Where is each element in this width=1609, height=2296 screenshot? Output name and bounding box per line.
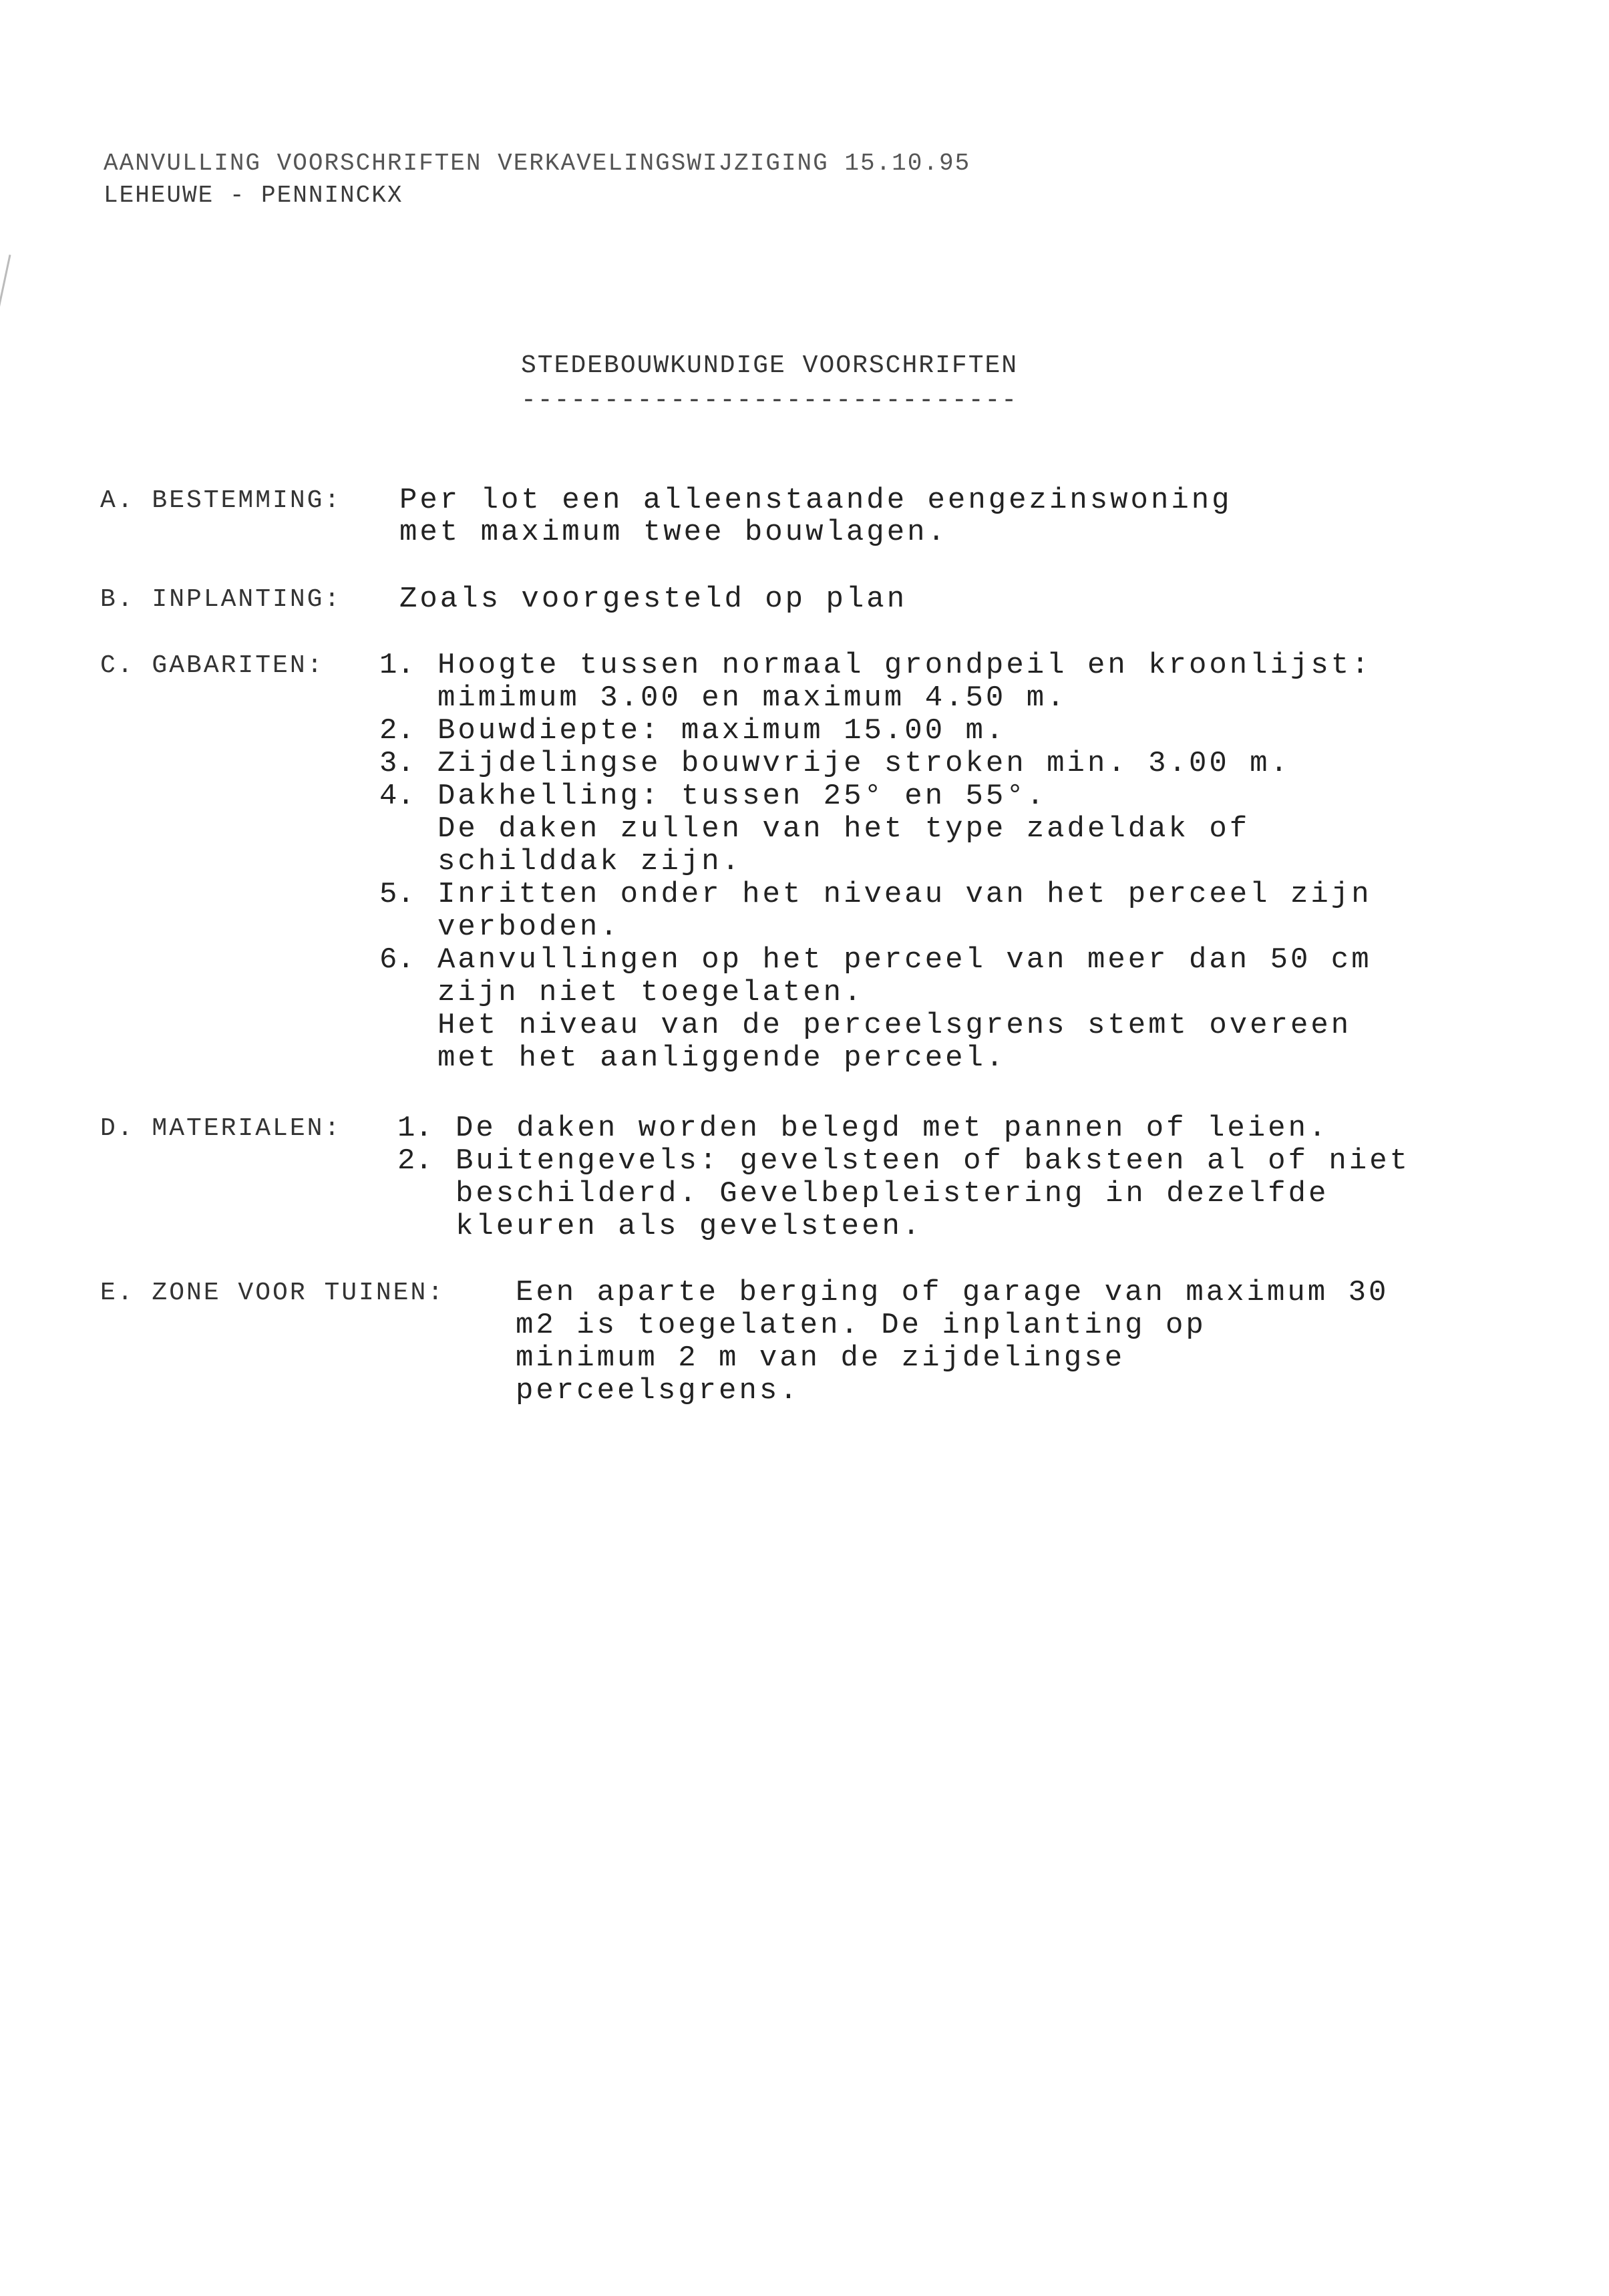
section-c-line: Inritten onder het niveau van het perceel zijn: [437, 878, 1372, 911]
section-c-item-number: 2.: [379, 714, 415, 748]
section-c-label: C. GABARITEN:: [100, 651, 325, 680]
section-a-line: met maximum twee bouwlagen.: [399, 516, 948, 549]
section-c-line: Zijdelingse bouwvrije stroken min. 3.00 m.: [437, 747, 1290, 780]
section-c-line: De daken zullen van het type zadeldak of: [437, 812, 1250, 846]
section-d-line: kleuren als gevelsteen.: [456, 1210, 923, 1243]
section-d-line: beschilderd. Gevelbepleistering in dezelfde: [456, 1177, 1329, 1210]
section-a-line: Per lot een alleenstaande eengezinswoning: [399, 484, 1232, 517]
section-d-line: Buitengevels: gevelsteen of baksteen al of niet: [456, 1144, 1411, 1178]
section-e-line: minimum 2 m van de zijdelingse: [516, 1341, 1125, 1375]
section-c-line: verboden.: [437, 911, 620, 944]
section-c-line: met het aanliggende perceel.: [437, 1041, 1007, 1075]
section-c-item-number: 6.: [379, 943, 415, 977]
section-c-line: Bouwdiepte: maximum 15.00 m.: [437, 714, 1007, 748]
section-e-label: E. ZONE VOOR TUINEN:: [100, 1279, 445, 1307]
section-b-line: Zoals voorgesteld op plan: [399, 583, 908, 616]
section-d-label: D. MATERIALEN:: [100, 1114, 342, 1143]
section-d-item-number: 2.: [397, 1144, 433, 1178]
section-e-line: Een aparte berging of garage van maximum 30: [516, 1276, 1389, 1309]
section-c-item-number: 3.: [379, 747, 415, 780]
section-a-label: A. BESTEMMING:: [100, 486, 342, 515]
section-d-item-number: 1.: [397, 1112, 433, 1145]
section-c-line: schilddak zijn.: [437, 845, 743, 878]
section-b-label: B. INPLANTING:: [100, 585, 342, 614]
document-title: STEDEBOUWKUNDIGE VOORSCHRIFTEN: [521, 351, 1019, 380]
section-e-line: m2 is toegelaten. De inplanting op: [516, 1309, 1206, 1342]
section-c-item-number: 1.: [379, 649, 415, 682]
section-c-line: Aanvullingen op het perceel van meer dan 50 cm: [437, 943, 1372, 977]
section-c-item-number: 4.: [379, 780, 415, 813]
section-c-line: mimimum 3.00 en maximum 4.50 m.: [437, 681, 1067, 715]
section-c-line: zijn niet toegelaten.: [437, 976, 864, 1009]
scan-mark: [0, 255, 11, 340]
header-line-1: AANVULLING VOORSCHRIFTEN VERKAVELINGSWIJZIGING 15.10.95: [104, 150, 971, 177]
section-e-line: perceelsgrens.: [516, 1374, 800, 1408]
section-c-item-number: 5.: [379, 878, 415, 911]
section-d-line: De daken worden belegd met pannen of leien.: [456, 1112, 1329, 1145]
section-c-line: Dakhelling: tussen 25° en 55°.: [437, 780, 1047, 813]
section-c-line: Het niveau van de perceelsgrens stemt overeen: [437, 1009, 1352, 1042]
title-underline: ------------------------------: [521, 386, 1019, 415]
header-line-2: LEHEUWE - PENNINCKX: [104, 182, 403, 209]
section-c-line: Hoogte tussen normaal grondpeil en kroonlijst:: [437, 649, 1372, 682]
